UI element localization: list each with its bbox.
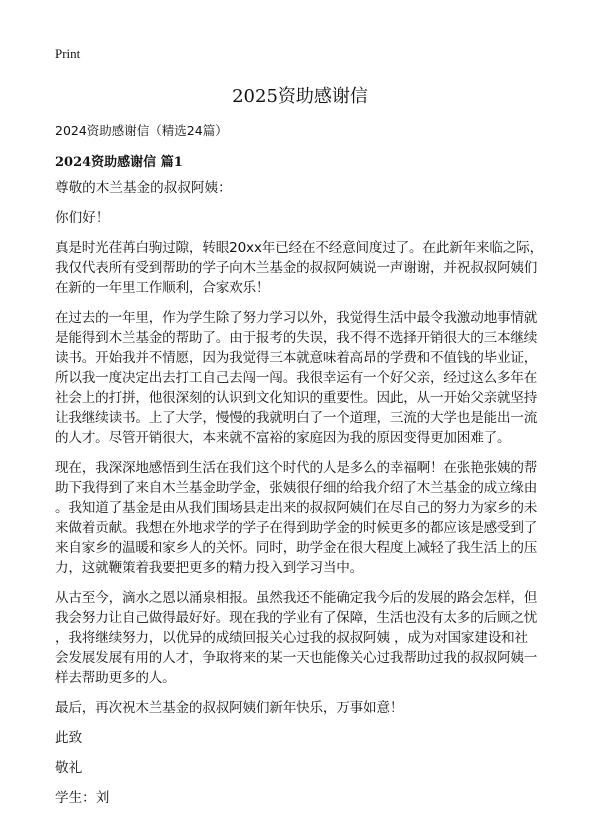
paragraph-1 xyxy=(55,238,585,298)
paragraph-line: 我会努力让自己做得最好好。现在我的学业有了保障，生活也没有太多的后顾之忧 xyxy=(55,610,538,626)
signature: 学生：刘 xyxy=(55,790,110,806)
section-heading: 2024资助感谢信 篇1 xyxy=(55,155,183,170)
page-title: 2025资助感谢信 xyxy=(232,86,368,107)
paragraph-line: 所以我一度决定出去打工自己去闯一闯。我很幸运有一个好父亲，经过这么多年在 xyxy=(55,370,538,386)
closing-1: 此致 xyxy=(55,730,83,746)
closing-2: 敬礼 xyxy=(55,760,83,776)
paragraph-line: 会发展发展有用的人才，争取将来的某一天也能像关心过我帮助过我的叔叔阿姨一 xyxy=(55,650,538,666)
paragraph-line: ，我将继续努力，以优异的成绩回报关心过我的叔叔阿姨 ，成为对国家建设和社 xyxy=(55,630,528,646)
paragraph-line: 是能得到木兰基金的帮助了。由于报考的失误，我不得不选择开销很大的三本继续 xyxy=(55,330,538,346)
paragraph-line: 从古至今，滴水之恩以涌泉相报。虽然我还不能确定我今后的发展的路会怎样，但 xyxy=(55,590,538,606)
greeting: 你们好！ xyxy=(55,210,110,226)
paragraph-4 xyxy=(55,588,585,688)
paragraph-line: 社会上的打拼，他很深刻的认识到文化知识的重要性。因此，从一开始父亲就坚持 xyxy=(55,390,538,406)
paragraph-line: 现在，我深深地感悟到生活在我们这个时代的人是多么的幸福啊！在张艳张姨的帮 xyxy=(55,460,538,476)
paragraph-line: 。我知道了基金是由从我们围场县走出来的叔叔阿姨们在尽自己的努力为家乡的未 xyxy=(55,500,538,516)
paragraph-3 xyxy=(55,458,585,578)
salutation: 尊敬的木兰基金的叔叔阿姨： xyxy=(55,180,232,196)
paragraph-line: 助下我得到了来自木兰基金助学金，张姨很仔细的给我介绍了木兰基金的成立缘由 xyxy=(55,480,538,496)
subtitle: 2024资助感谢信（精选24篇） xyxy=(55,123,228,138)
paragraph-line: 读书。开始我并不情愿，因为我觉得三本就意味着高昂的学费和不值钱的毕业证， xyxy=(55,350,538,366)
paragraph-line: 真是时光荏苒白驹过隙，转眼20xx年已经在不经意间度过了。在此新年来临之际， xyxy=(55,240,543,256)
paragraph-line: 样去帮助更多的人。 xyxy=(55,670,176,686)
paragraph-line: 的人才。尽管开销很大，本来就不富裕的家庭因为我的原因变得更加困难了。 xyxy=(55,430,511,446)
print-link[interactable]: Print xyxy=(55,46,81,61)
paragraph-2 xyxy=(55,308,585,448)
letter-body xyxy=(55,178,585,818)
paragraph-line: 在新的一年里工作顺利，合家欢乐！ xyxy=(55,280,270,296)
paragraph-line: 让我继续读书。上了大学，慢慢的我就明白了一个道理，三流的大学也是能出一流 xyxy=(55,410,538,426)
paragraph-line: 最后，再次祝木兰基金的叔叔阿姨们新年快乐，万事如意！ xyxy=(55,700,404,716)
paragraph-line: 我仅代表所有受到帮助的学子向木兰基金的叔叔阿姨说一声谢谢，并祝叔叔阿姨们 xyxy=(55,260,538,276)
paragraph-5 xyxy=(55,698,585,718)
paragraph-line: 来做着贡献。我想在外地求学的学子在得到助学金的时候更多的都应该是感受到了 xyxy=(55,520,538,536)
paragraph-line: 力，这就鞭策着我要把更多的精力投入到学习当中。 xyxy=(55,560,364,576)
paragraph-line: 来自家乡的温暖和家乡人的关怀。同时，助学金在很大程度上减轻了我生活上的压 xyxy=(55,540,538,556)
paragraph-line: 在过去的一年里，作为学生除了努力学习以外，我觉得生活中最令我激动地事情就 xyxy=(55,310,538,326)
